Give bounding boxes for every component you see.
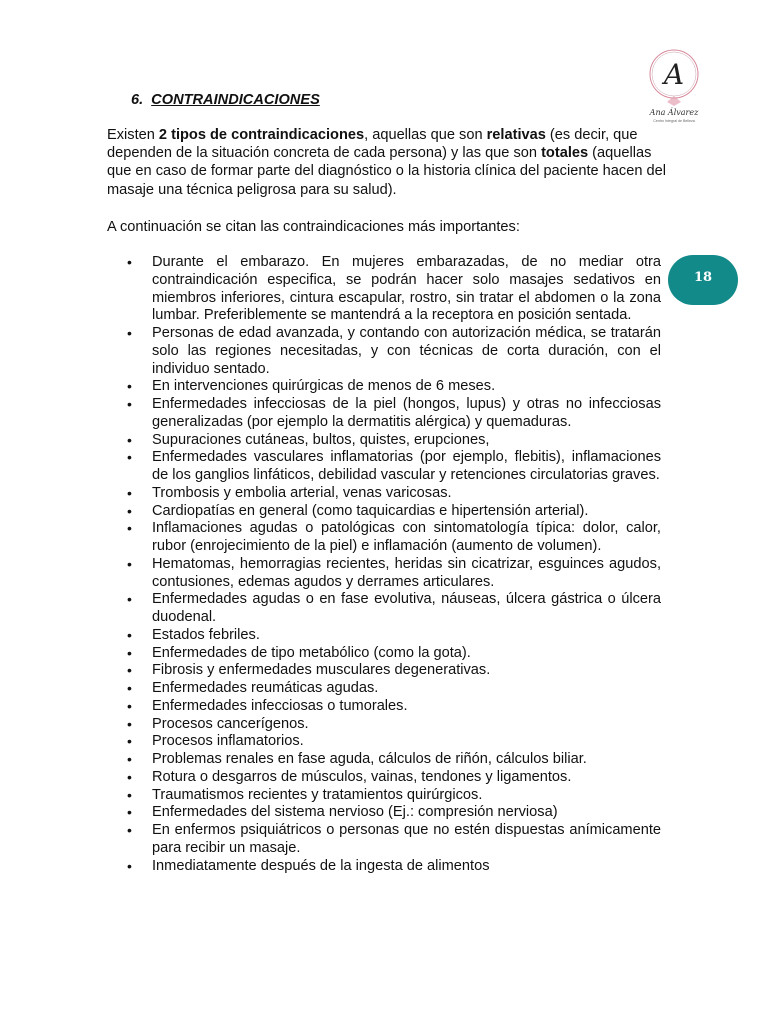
bullet-icon: •: [127, 591, 132, 608]
list-item-text: Durante el embarazo. En mujeres embarazadas, de no mediar otra contraindicación especifica, se podrán hacer solo masajes sedativos en miembros inferiores, cintura escapular, rostro, sin tratar el abdomen o la zona lumbar. Preferiblemente se mantendrá a la receptora en posición sentada.: [152, 254, 661, 324]
bullet-icon: •: [127, 662, 132, 679]
bullet-icon: •: [127, 555, 132, 572]
intro-bold-types: 2 tipos de contraindicaciones: [158, 127, 365, 143]
list-item: [107, 716, 661, 734]
list-item: [107, 449, 661, 485]
bullet-icon: •: [127, 804, 132, 821]
intro-bold-relativas: relativas: [486, 127, 546, 143]
list-item: [107, 432, 661, 450]
logo-tagline: Centro Integral de Belleza: [653, 119, 695, 123]
list-item: [107, 485, 661, 503]
section-heading: [131, 92, 320, 108]
list-item: [107, 698, 661, 716]
list-item-text: Traumatismos recientes y tratamientos quirúrgicos.: [152, 786, 483, 803]
bullet-icon: •: [127, 680, 132, 696]
intro-bold-totales: totales: [541, 145, 589, 162]
list-item-text: Estados febriles.: [152, 626, 260, 643]
list-item: [107, 254, 661, 325]
list-item: [107, 503, 661, 521]
intro-text-4: (aquellas que en caso de formar parte del diagnóstico o la historia clínica del paciente hacen del masaje una técnica peligrosa para su salud).: [107, 145, 666, 198]
list-item-text: Hematomas, hemorragias recientes, heridas sin cicatrizar, esguinces agudos, contusiones, edemas agudos y derrames articulares.: [152, 555, 661, 590]
list-item-text: Enfermedades infecciosas de la piel (hongos, lupus) y otras no infecciosas generalizadas (por ejemplo la dermatitis alérgica) y quemaduras.: [152, 396, 661, 430]
list-lead: A continuación se citan las contraindicaciones más importantes:: [107, 219, 520, 235]
list-item: [107, 520, 661, 556]
bullet-icon: •: [127, 396, 132, 412]
bullet-icon: •: [127, 644, 132, 661]
list-item: [107, 591, 661, 627]
bullet-icon: •: [127, 768, 132, 785]
section-title: CONTRAINDICACIONES: [151, 92, 320, 108]
list-item-text: Supuraciones cutáneas, bultos, quistes, erupciones,: [152, 431, 490, 448]
list-item: [107, 787, 661, 805]
list-item: [107, 645, 661, 663]
bullet-icon: •: [127, 733, 132, 750]
brand-logo: [636, 44, 712, 124]
list-item: [107, 662, 661, 680]
list-item: [107, 378, 661, 396]
list-item-text: Rotura o desgarros de músculos, vainas, tendones y ligamentos.: [152, 768, 572, 785]
page-number-badge: [668, 255, 738, 305]
bullet-icon: •: [127, 857, 132, 874]
intro-text-3: (es decir, que dependen de la situación concreta de cada persona) y las que son: [107, 127, 638, 162]
list-item-text: Enfermedades vasculares inflamatorias (por ejemplo, flebitis), inflamaciones de los ganglios linfáticos, debilidad vascular y retenciones circulatorias graves.: [152, 449, 661, 483]
intro-text-1: Existen: [107, 127, 159, 143]
list-item-text: Inmediatamente después de la ingesta de alimentos: [152, 857, 490, 874]
list-item-text: Problemas renales en fase aguda, cálculos de riñón, cálculos biliar.: [152, 751, 587, 767]
list-item-text: Enfermedades del sistema nervioso (Ej.: compresión nerviosa): [152, 804, 558, 821]
logo-letter: A: [663, 58, 685, 91]
list-item: [107, 769, 661, 787]
intro-paragraph: [107, 126, 667, 199]
bullet-icon: •: [127, 520, 132, 537]
section-number: 6.: [131, 92, 144, 108]
list-item-text: En intervenciones quirúrgicas de menos de 6 meses.: [152, 378, 496, 395]
bullet-icon: •: [127, 254, 132, 270]
list-item: [107, 325, 661, 378]
logo-emblem: [636, 44, 712, 124]
bullet-icon: •: [127, 431, 132, 448]
bullet-icon: •: [127, 626, 132, 643]
list-item: [107, 396, 661, 432]
list-item-text: Personas de edad avanzada, y contando con autorización médica, se tratarán solo las regiones necesitadas, y con técnicas de corta duración, con el individuo sentado.: [152, 325, 661, 377]
bullet-icon: •: [127, 715, 132, 732]
bullet-icon: •: [127, 484, 132, 501]
bullet-icon: •: [127, 786, 132, 803]
list-item-text: Enfermedades reumáticas agudas.: [152, 680, 379, 696]
list-item-text: Cardiopatías en general (como taquicardias e hipertensión arterial).: [152, 502, 589, 519]
bullet-icon: •: [127, 751, 132, 767]
list-item-text: Enfermedades de tipo metabólico (como la gota).: [152, 644, 471, 661]
list-item: [107, 627, 661, 645]
list-item-text: Fibrosis y enfermedades musculares degenerativas.: [152, 662, 491, 679]
list-item: [107, 822, 661, 858]
list-item: [107, 680, 661, 698]
list-item-text: Enfermedades agudas o en fase evolutiva, náuseas, úlcera gástrica o úlcera duodenal.: [152, 591, 661, 625]
list-item-text: Inflamaciones agudas o patológicas con sintomatología típica: dolor, calor, rubor (enrojecimiento de la piel) e inflamación (aumento de volumen).: [152, 520, 661, 554]
bullet-icon: •: [127, 449, 132, 466]
list-item-text: En enfermos psiquiátricos o personas que no estén dispuestas anímicamente para recibir un masaje.: [152, 822, 661, 856]
list-item: [107, 751, 661, 769]
bullet-icon: •: [127, 325, 132, 341]
list-item-text: Procesos inflamatorios.: [152, 733, 304, 750]
list-item-text: Trombosis y embolia arterial, venas varicosas.: [152, 484, 452, 501]
list-item: [107, 556, 661, 592]
logo-name: Ana Álvarez: [649, 108, 699, 117]
list-item: [107, 733, 661, 751]
bullet-icon: •: [127, 697, 132, 714]
list-item: [107, 858, 661, 876]
list-item: [107, 804, 661, 822]
list-item-text: Procesos cancerígenos.: [152, 715, 309, 732]
page-number: 18: [693, 269, 713, 285]
contraindications-list: [107, 254, 661, 875]
bullet-icon: •: [127, 378, 132, 395]
bullet-icon: •: [127, 502, 132, 519]
intro-text-2: , aquellas que son: [364, 127, 487, 143]
list-item-text: Enfermedades infecciosas o tumorales.: [152, 697, 408, 714]
bullet-icon: •: [127, 822, 132, 838]
